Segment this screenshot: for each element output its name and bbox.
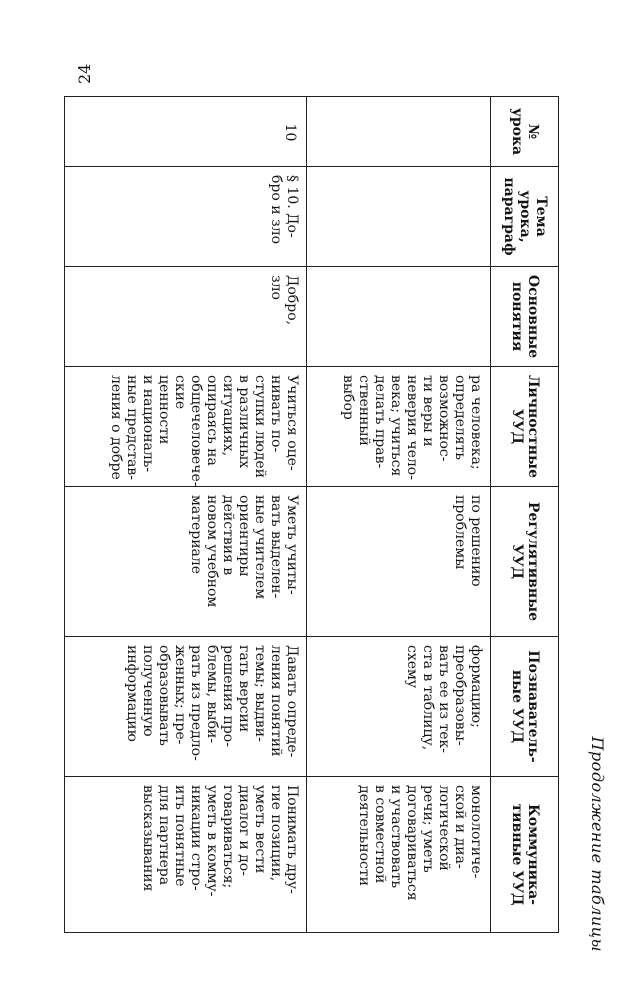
table-continuation-caption: Продолжение таблицы <box>588 736 607 952</box>
cell-lesson-number <box>306 97 491 167</box>
table-header-row <box>491 97 559 933</box>
cell-lesson-topic <box>306 167 491 267</box>
cell-key-concepts <box>306 267 491 367</box>
header-lesson-topic: Тема урока, параграф <box>491 167 559 267</box>
cell-key-concepts: Добро, зло <box>65 267 307 367</box>
header-regulatory-uud: Регулятивные УУД <box>491 487 559 637</box>
cell-lesson-number: 10 <box>65 97 307 167</box>
header-communicative-uud: Коммуника- тивные УУД <box>491 777 559 933</box>
cell-communicative-uud: монологиче- ской и диа- логической речи; уметь договариваться и участвовать в совместной деятельности <box>306 777 491 933</box>
cell-cognitive-uud: формацию; преобразовы- вать ее из тек- ста в таблицу, схему <box>306 637 491 777</box>
cell-personal-uud: ра человека; определять возможнос- ти веры и неверия чело- века; учиться делать прав- ственный выбор <box>306 367 491 487</box>
cell-communicative-uud: Понимать дру- гие позиции, уметь вести диалог и до- говариваться; уметь в комму- никации стро- ить понятные для партнера высказывания <box>65 777 307 933</box>
header-lesson-number: № урока <box>491 97 559 167</box>
header-personal-uud: Личностные УУД <box>491 367 559 487</box>
cell-regulatory-uud: Уметь учиты- вать выделен- ные учителем ориентиры действия в новом учебном материале <box>65 487 307 637</box>
table-row <box>65 97 307 933</box>
cell-lesson-topic: § 10. До- бро и зло <box>65 167 307 267</box>
page-number: 24 <box>75 63 94 84</box>
header-cognitive-uud: Познаватель- ные УУД <box>491 637 559 777</box>
header-key-concepts: Основные понятия <box>491 267 559 367</box>
lesson-plan-table <box>64 96 559 933</box>
table-row <box>306 97 491 933</box>
cell-regulatory-uud: по решению проблемы <box>306 487 491 637</box>
cell-personal-uud: Учиться оце- нивать по- ступки людей в различных ситуациях, опираясь на общечеловече- ские ценности и националь- ные представ- ления о добре <box>65 367 307 487</box>
cell-cognitive-uud: Давать опреде- ления понятий темы; выдви- гать версии решения про- блемы, выби- рать из предло- женных; пре- образовывать полученную информацию <box>65 637 307 777</box>
